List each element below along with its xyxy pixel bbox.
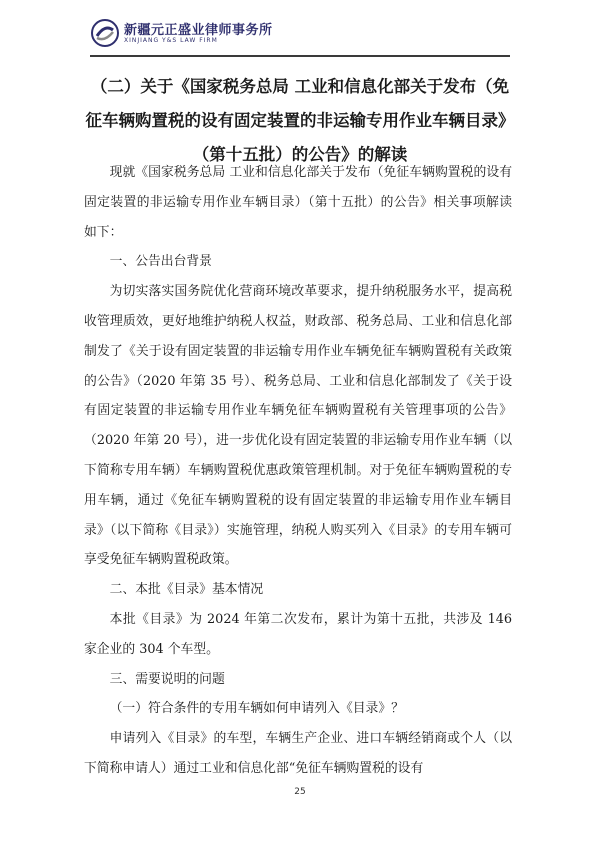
section-heading: 二、本批《目录》基本情况 (109, 582, 264, 598)
document-title (80, 70, 520, 172)
firm-name-cn: 新疆元正盛业律师事务所 (124, 23, 273, 38)
body-paragraph: 申请列入《目录》的车型，车辆生产企业、进口车辆经销商或个人（以下简称申请人）通过工业和信息化部“免征车辆购置税的设有 (84, 731, 512, 776)
section-heading: 三、需要说明的问题 (109, 671, 225, 687)
intro-paragraph: 现就《国家税务总局 工业和信息化部关于发布（免征车辆购置税的设有固定装置的非运输专用作业车辆目录）（第十五批）的公告》相关事项解读如下： (84, 165, 512, 240)
letterhead (90, 16, 510, 56)
page-number: 25 (294, 787, 306, 797)
firm-name-en: XINJIANG Y&S LAW FIRM (124, 37, 218, 44)
subsection-heading: （一）符合条件的专用车辆如何申请列入《目录》？ (109, 701, 404, 717)
header-divider (90, 55, 510, 57)
title-line: （二）关于《国家税务总局 工业和信息化部关于发布（免 (90, 77, 510, 96)
section-heading: 一、公告出台背景 (109, 254, 212, 270)
title-line: （第十五批）的公告》的解读 (192, 145, 408, 164)
body-paragraph: 为切实落实国务院优化营商环境改革要求，提升纳税服务水平，提高税收管理质效，更好地维护纳税人权益，财政部、税务总局、工业和信息化部制发了《关于设有固定装置的非运输专用作业车辆免征车辆购置税有关政策的公告》（2020 年第 35 号）、税务总局、工业和信息化部制发了《关于设有固定装置的非运输专用作业车辆免征车辆购置税有关管理事项的公告》（2020 年第 20 号），进一步优化设有固定装置的非运输专用作业车辆（以下简称专用车辆）车辆购置税优惠政策管理机制。对于免征车辆购置税的专用车辆，通过《免征车辆购置税的设有固定装置的非运输专用作业车辆目录》（以下简称《目录》）实施管理，纳税人购买列入《目录》的专用车辆可享受免征车辆购置税政策。 (84, 284, 512, 568)
firm-logo-icon (90, 18, 120, 48)
document-body (84, 158, 512, 784)
title-line: 征车辆购置税的设有固定装置的非运输专用作业车辆目录》 (85, 111, 515, 130)
body-paragraph: 本批《目录》为 2024 年第二次发布，累计为第十五批，共涉及 146 家企业的 304 个车型。 (84, 611, 512, 657)
